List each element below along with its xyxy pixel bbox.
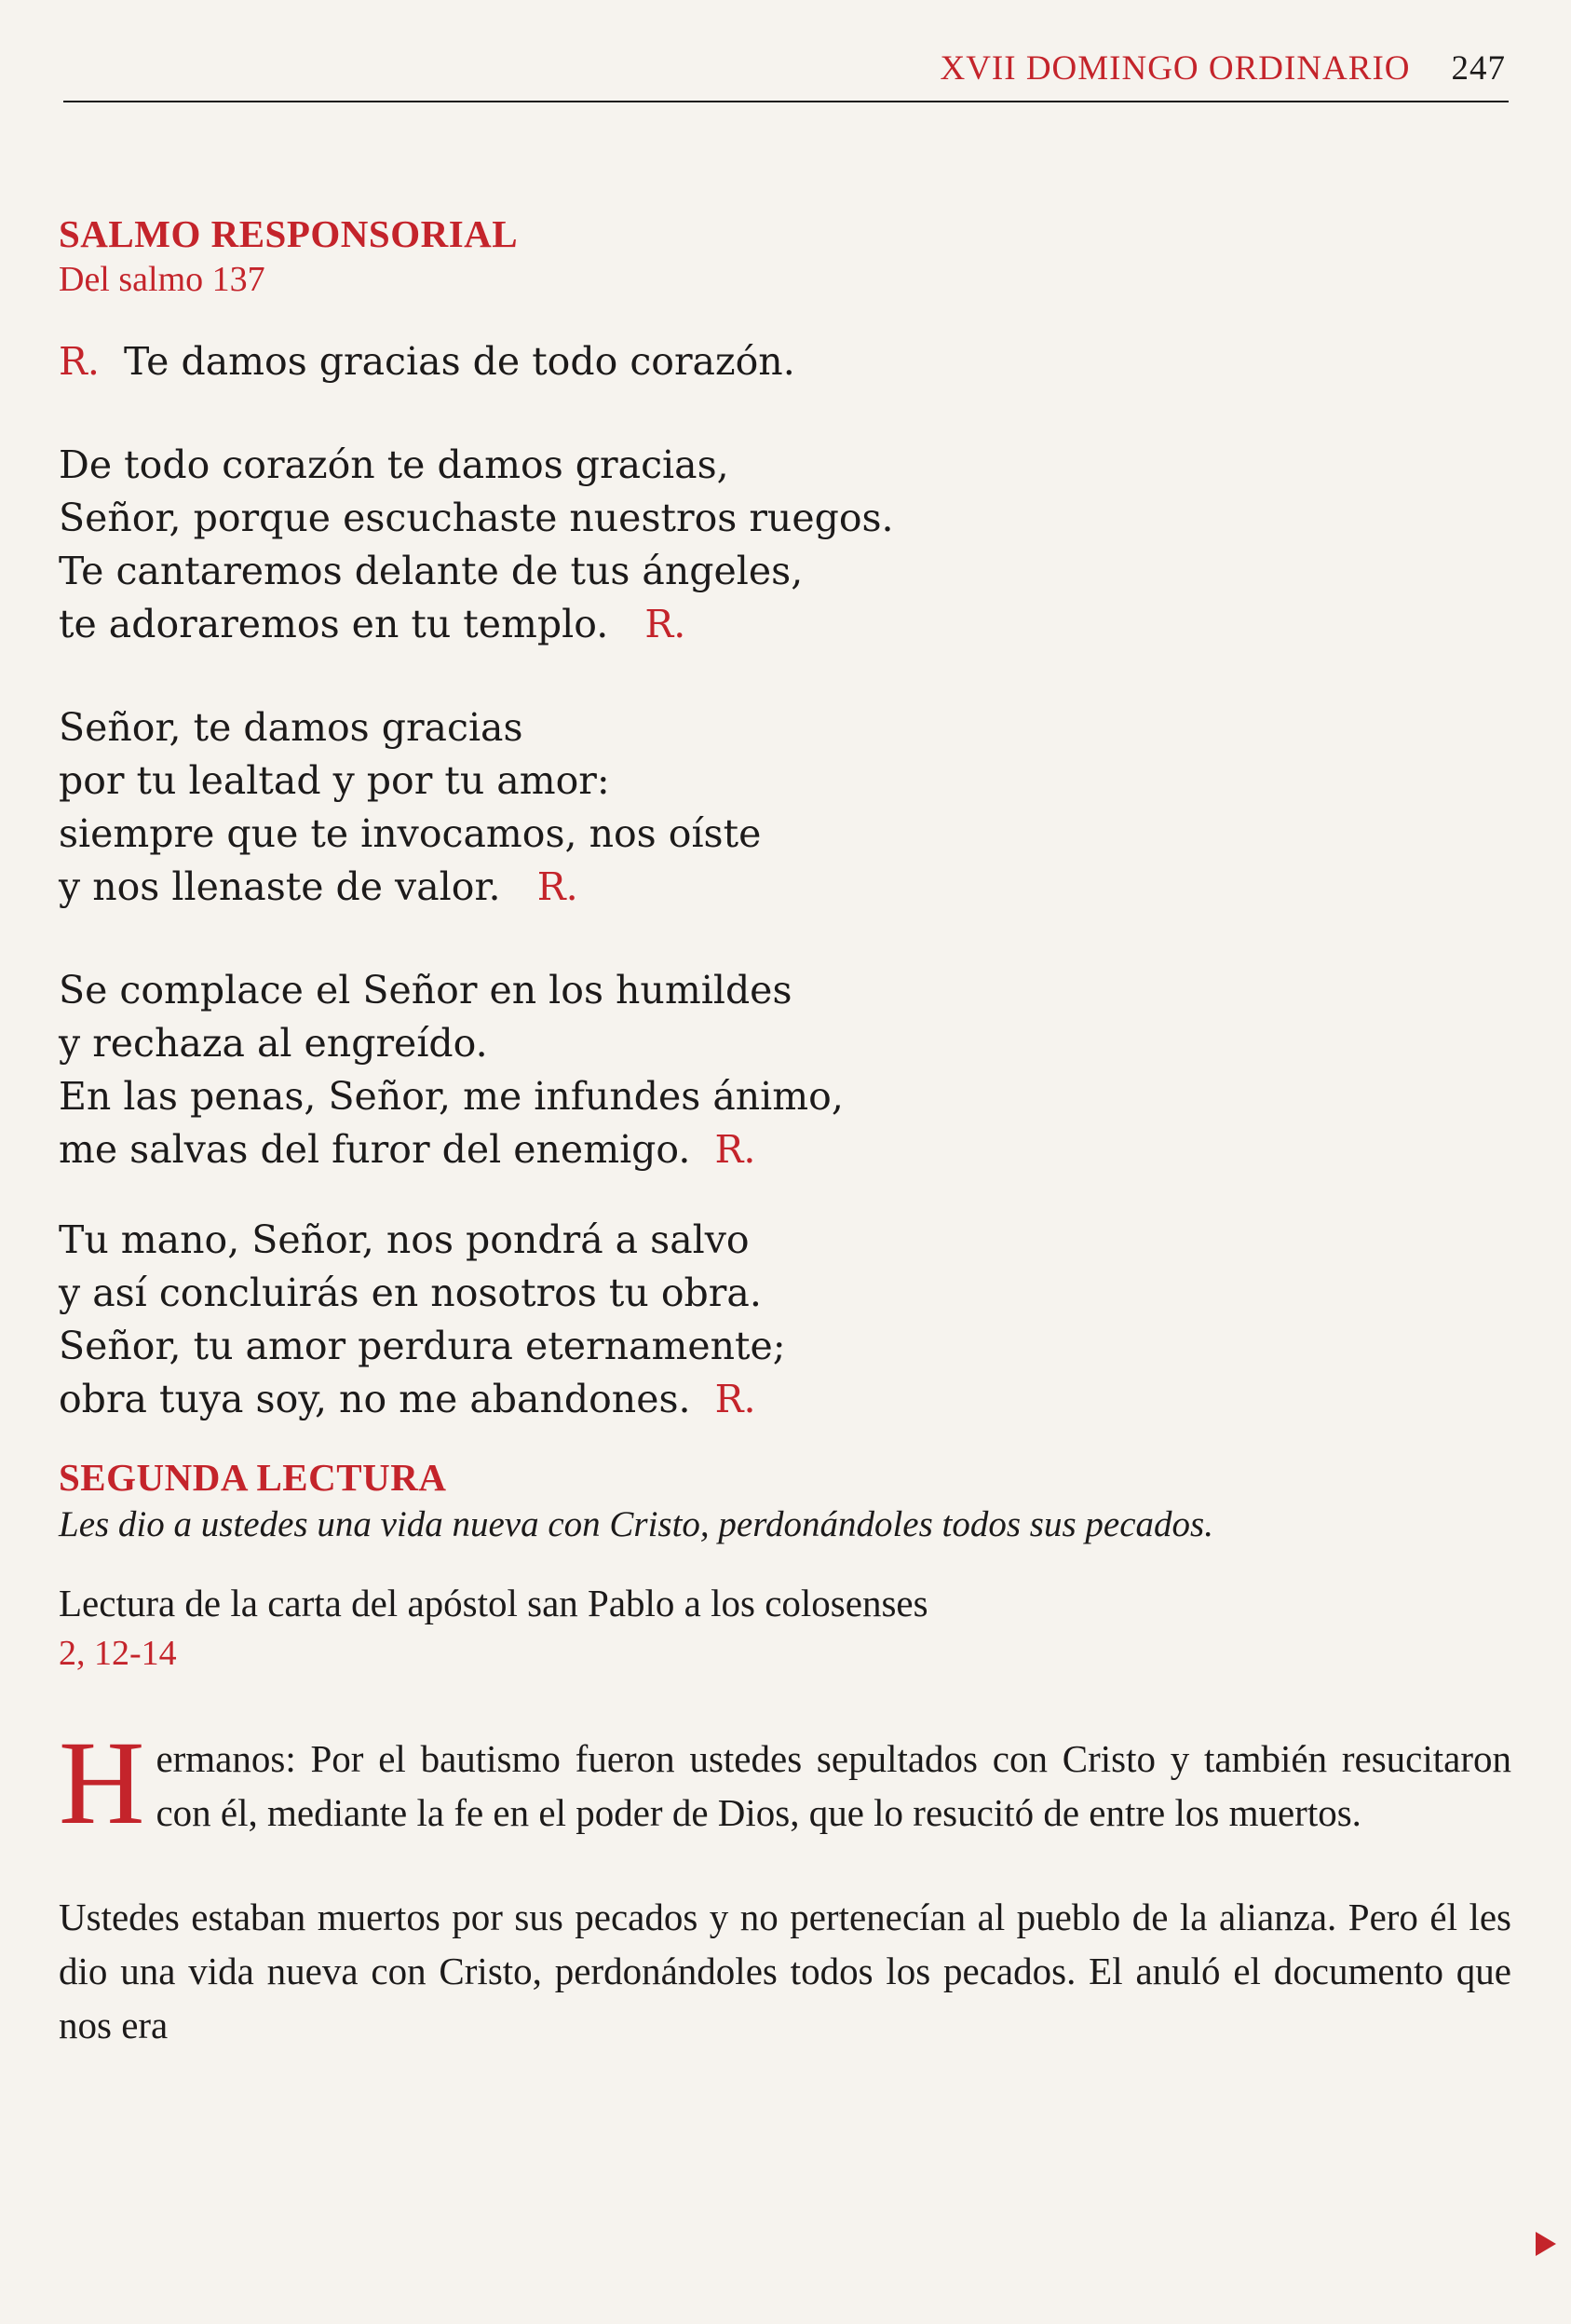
response-marker: R. [536, 864, 578, 909]
verse-line: En las penas, Señor, me infundes ánimo, [59, 1074, 844, 1119]
response-marker: R. [714, 1377, 756, 1421]
verse-line-last: te adoraremos en tu templo. R. [59, 602, 686, 646]
reading-citation: 2, 12-14 [59, 1634, 177, 1673]
reading-paragraph-1 [59, 1717, 1511, 1849]
response-marker: R. [644, 602, 686, 646]
running-header [940, 48, 1506, 88]
verse-line: Se complace el Señor en los humildes [59, 968, 792, 1013]
header-title: XVII DOMINGO ORDINARIO [940, 49, 1411, 88]
header-rule [63, 101, 1509, 102]
salmo-title: SALMO RESPONSORIAL [59, 212, 519, 255]
verse-line: y rechaza al engreído. [59, 1021, 488, 1066]
verse-line: De todo corazón te damos gracias, [59, 442, 729, 487]
segunda-summary: Les dio a ustedes una vida nueva con Cristo, perdonándoles todos sus pecados. [59, 1504, 1213, 1544]
response-marker: R. [59, 339, 100, 384]
drop-cap: H [59, 1717, 145, 1849]
page-number: 247 [1451, 49, 1506, 88]
salmo-stanza-3 [59, 964, 1511, 1176]
salmo-response [59, 335, 1511, 388]
verse-line-last: obra tuya soy, no me abandones. R. [59, 1377, 756, 1421]
continue-arrow-icon [1536, 2232, 1556, 2256]
salmo-stanza-1 [59, 439, 1511, 651]
verse-line: Señor, porque escuchaste nuestros ruegos. [59, 496, 894, 540]
salmo-stanza-2 [59, 701, 1511, 914]
verse-line-last: y nos llenaste de valor. R. [59, 864, 578, 909]
reading-paragraph-2: Ustedes estaban muertos por sus pecados y no pertenecían al pueblo de la alianza. Pero él les dio una vida nueva con Cristo, perdonándoles todos los pecados. El anuló el documento que nos era [59, 1896, 1511, 2046]
salmo-section [59, 211, 1511, 1426]
verse-line: Tu mano, Señor, nos pondrá a salvo [59, 1217, 750, 1262]
verse-line: Señor, te damos gracias [59, 705, 523, 750]
paragraph-text: ermanos: Por el bautismo fueron ustedes sepultados con Cristo y también resucitaron con él, mediante la fe en el poder de Dios, que lo resucitó de entre los muertos. [156, 1737, 1511, 1834]
verse-line-last: me salvas del furor del enemigo. R. [59, 1127, 756, 1172]
verse-line: Señor, tu amor perdura eternamente; [59, 1324, 786, 1368]
verse-line: por tu lealtad y por tu amor: [59, 758, 610, 803]
response-marker: R. [714, 1127, 756, 1172]
page-content [59, 211, 1511, 2052]
reading-title: Lectura de la carta del apóstol san Pablo a los colosenses [59, 1582, 928, 1624]
salmo-stanza-4 [59, 1214, 1511, 1426]
verse-line: y así concluirás en nosotros tu obra. [59, 1271, 762, 1315]
verse-line: Te cantaremos delante de tus ángeles, [59, 549, 804, 593]
salmo-source: Del salmo 137 [59, 260, 265, 299]
segunda-lectura-section [59, 1454, 1511, 2052]
segunda-title: SEGUNDA LECTURA [59, 1456, 447, 1499]
response-text: Te damos gracias de todo corazón. [123, 339, 795, 384]
verse-line: siempre que te invocamos, nos oíste [59, 811, 762, 856]
